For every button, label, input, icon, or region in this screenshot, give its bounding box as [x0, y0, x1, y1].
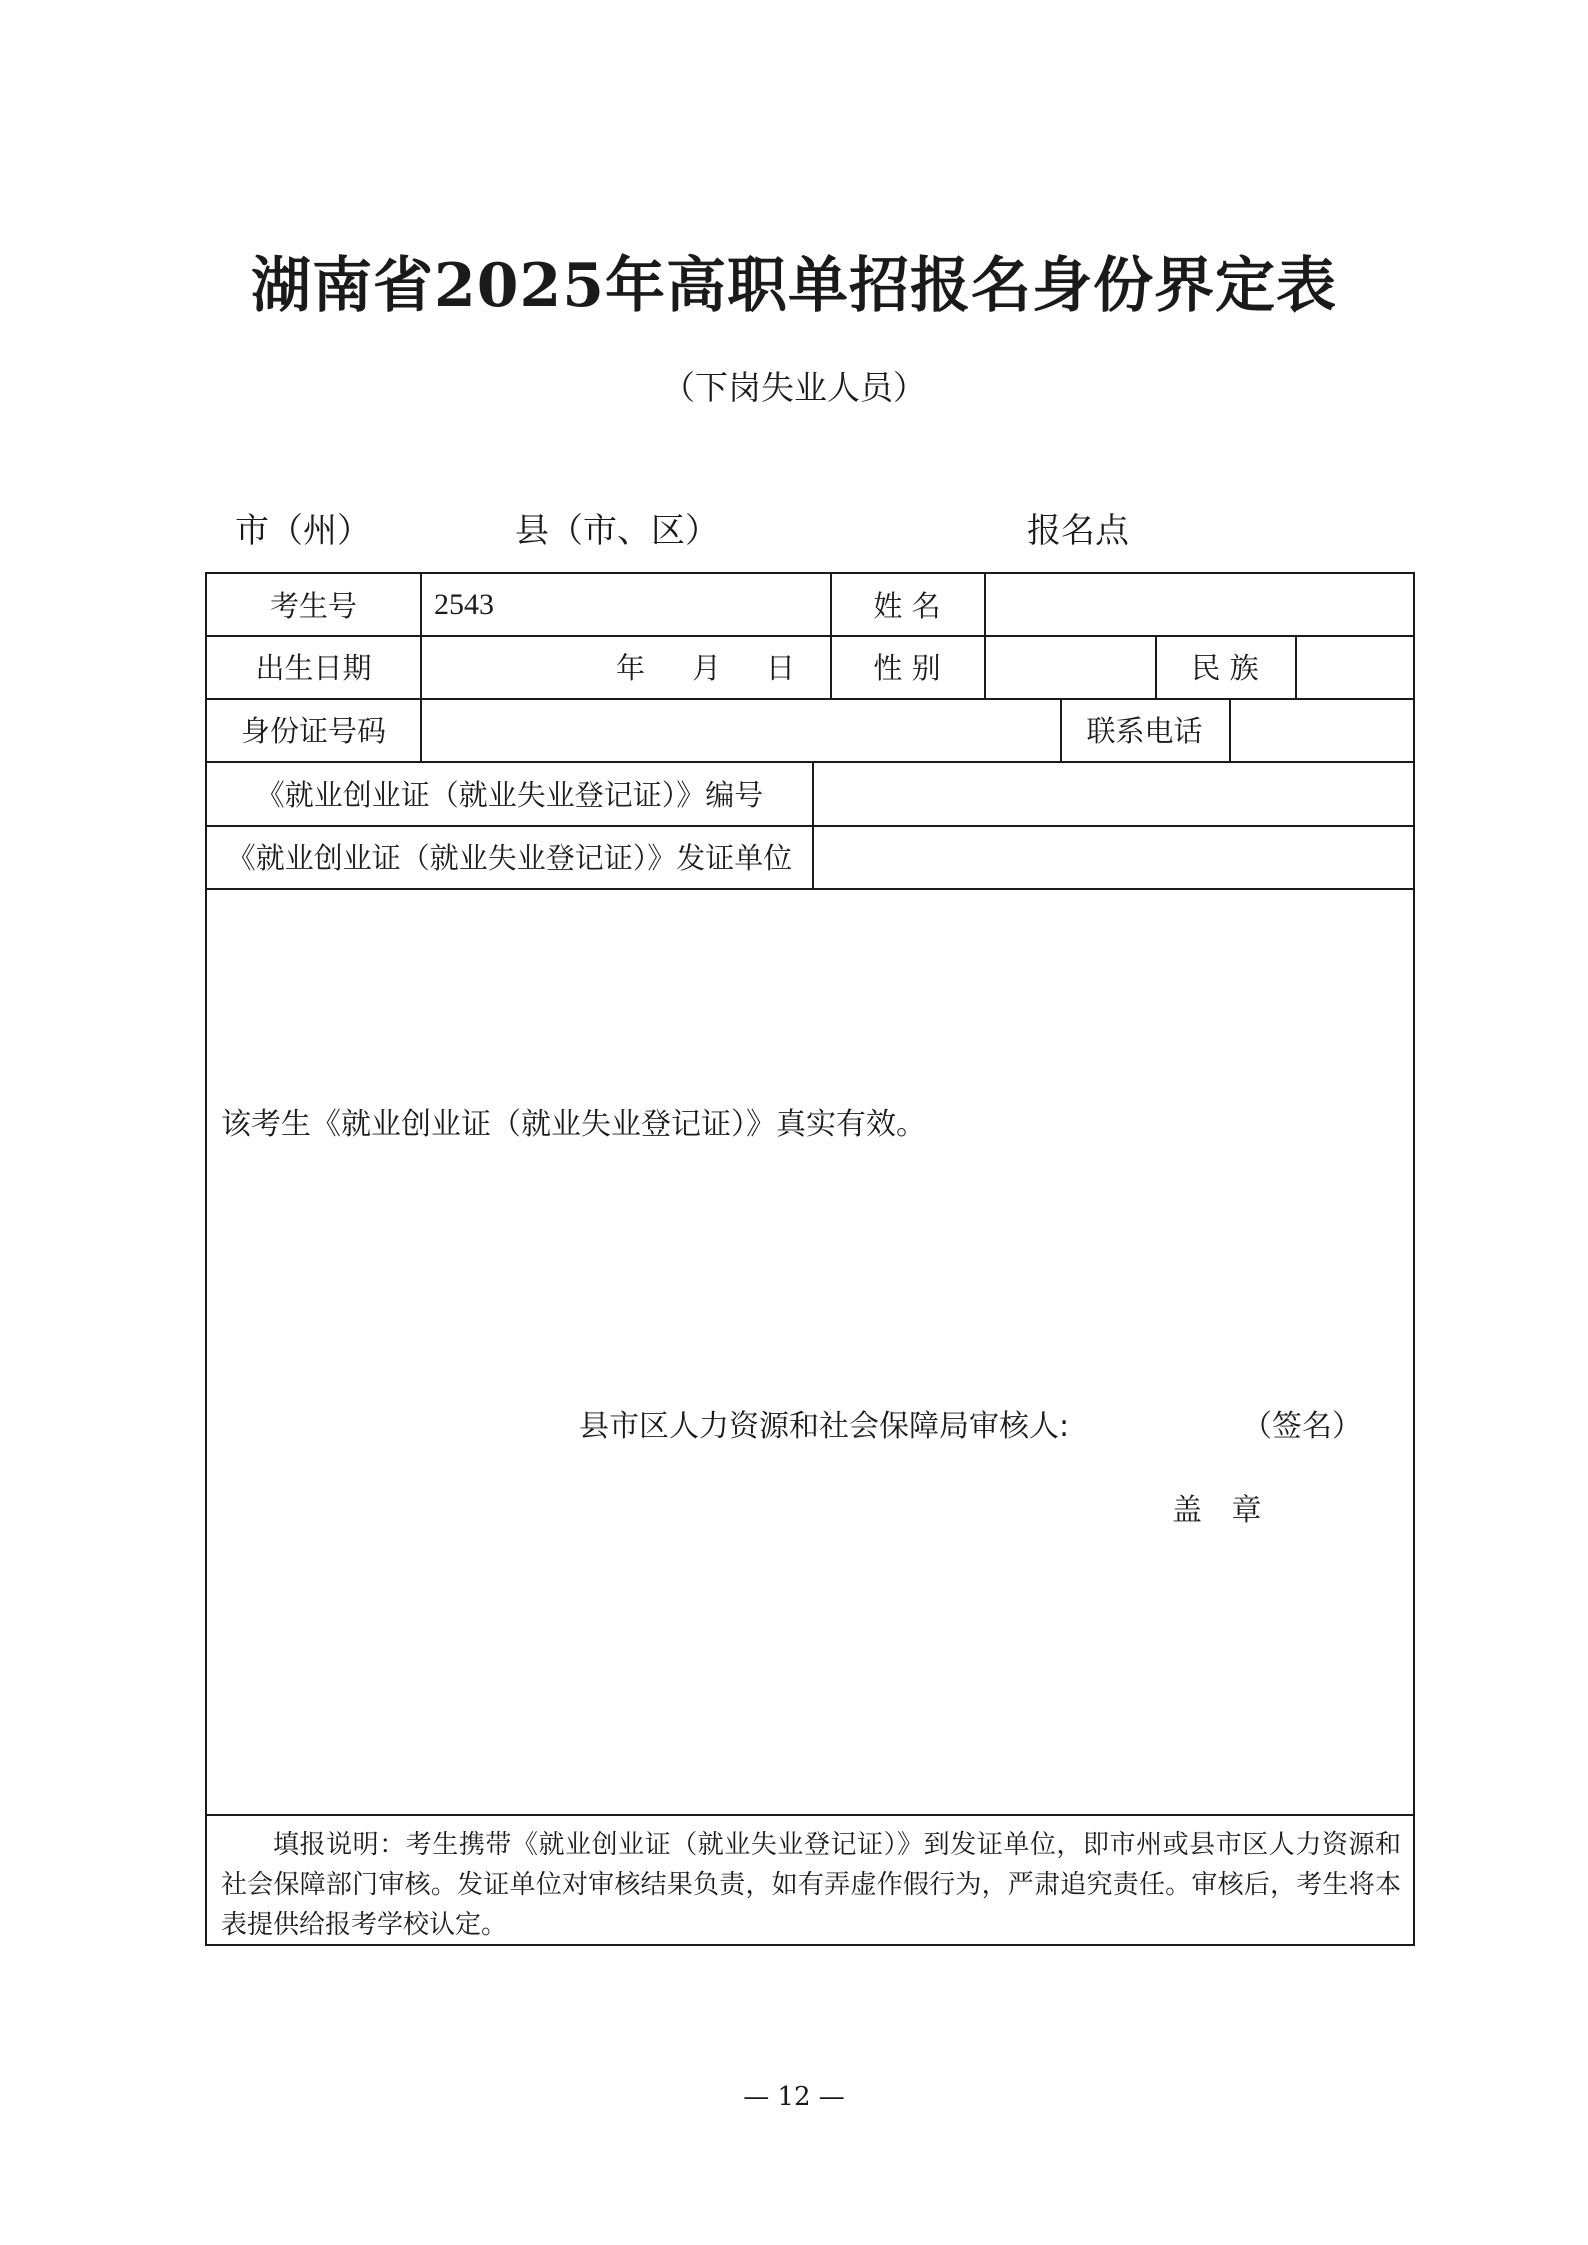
- gender-field[interactable]: [984, 635, 1155, 698]
- birth-year-label: 年: [616, 651, 646, 685]
- page-subtitle: （下岗失业人员）: [662, 368, 926, 407]
- page-number: — 12 —: [743, 2082, 845, 2112]
- identity-form: [205, 572, 1415, 1946]
- row-divider: [207, 1814, 1413, 1816]
- phone-label: 联系电话: [1086, 714, 1203, 748]
- filling-instructions: 填报说明：考生携带《就业创业证（就业失业登记证）》到发证单位，即市州或县市区人力资源和社会保障部门审核。发证单位对审核结果负责，如有弄虚作假行为，严肃追究责任。审核后，考生将本表提供给报考学校认定。: [221, 1830, 1401, 1940]
- certificate-number-label: 《就业创业证（就业失业登记证）》编号: [255, 777, 764, 812]
- name-label: 姓 名: [873, 589, 941, 623]
- signature-label: （签名）: [1242, 1409, 1362, 1444]
- verification-statement: 该考生《就业创业证（就业失业登记证）》真实有效。: [221, 1107, 926, 1142]
- exam-number-label: 考生号: [269, 589, 357, 623]
- certificate-number-field[interactable]: [812, 761, 1415, 825]
- page-title: 湖南省2025年高职单招报名身份界定表: [251, 251, 1337, 321]
- birth-day-label: 日: [766, 651, 796, 685]
- birth-month-label: 月: [692, 651, 722, 685]
- registration-site-label: 报名点: [1027, 511, 1129, 551]
- birth-date-label: 出生日期: [255, 651, 372, 685]
- county-label: 县（市、区）: [515, 511, 719, 551]
- phone-field[interactable]: [1229, 698, 1415, 761]
- certificate-issuer-field[interactable]: [812, 825, 1415, 888]
- name-field[interactable]: [984, 574, 1415, 635]
- gender-label: 性 别: [873, 651, 941, 685]
- row-divider: [207, 888, 1413, 890]
- city-label: 市（州）: [235, 511, 371, 551]
- id-number-field[interactable]: [420, 698, 1060, 761]
- certificate-issuer-label: 《就业创业证（就业失业登记证）》发证单位: [226, 841, 793, 875]
- birth-date-field[interactable]: [420, 635, 830, 698]
- ethnicity-label: 民 族: [1191, 651, 1259, 685]
- reviewer-label: 县市区人力资源和社会保障局审核人:: [579, 1409, 1070, 1444]
- exam-number-field[interactable]: 2543: [434, 587, 494, 621]
- ethnicity-field[interactable]: [1295, 635, 1415, 698]
- seal-label: 盖 章: [1172, 1493, 1272, 1528]
- id-number-label: 身份证号码: [240, 714, 386, 748]
